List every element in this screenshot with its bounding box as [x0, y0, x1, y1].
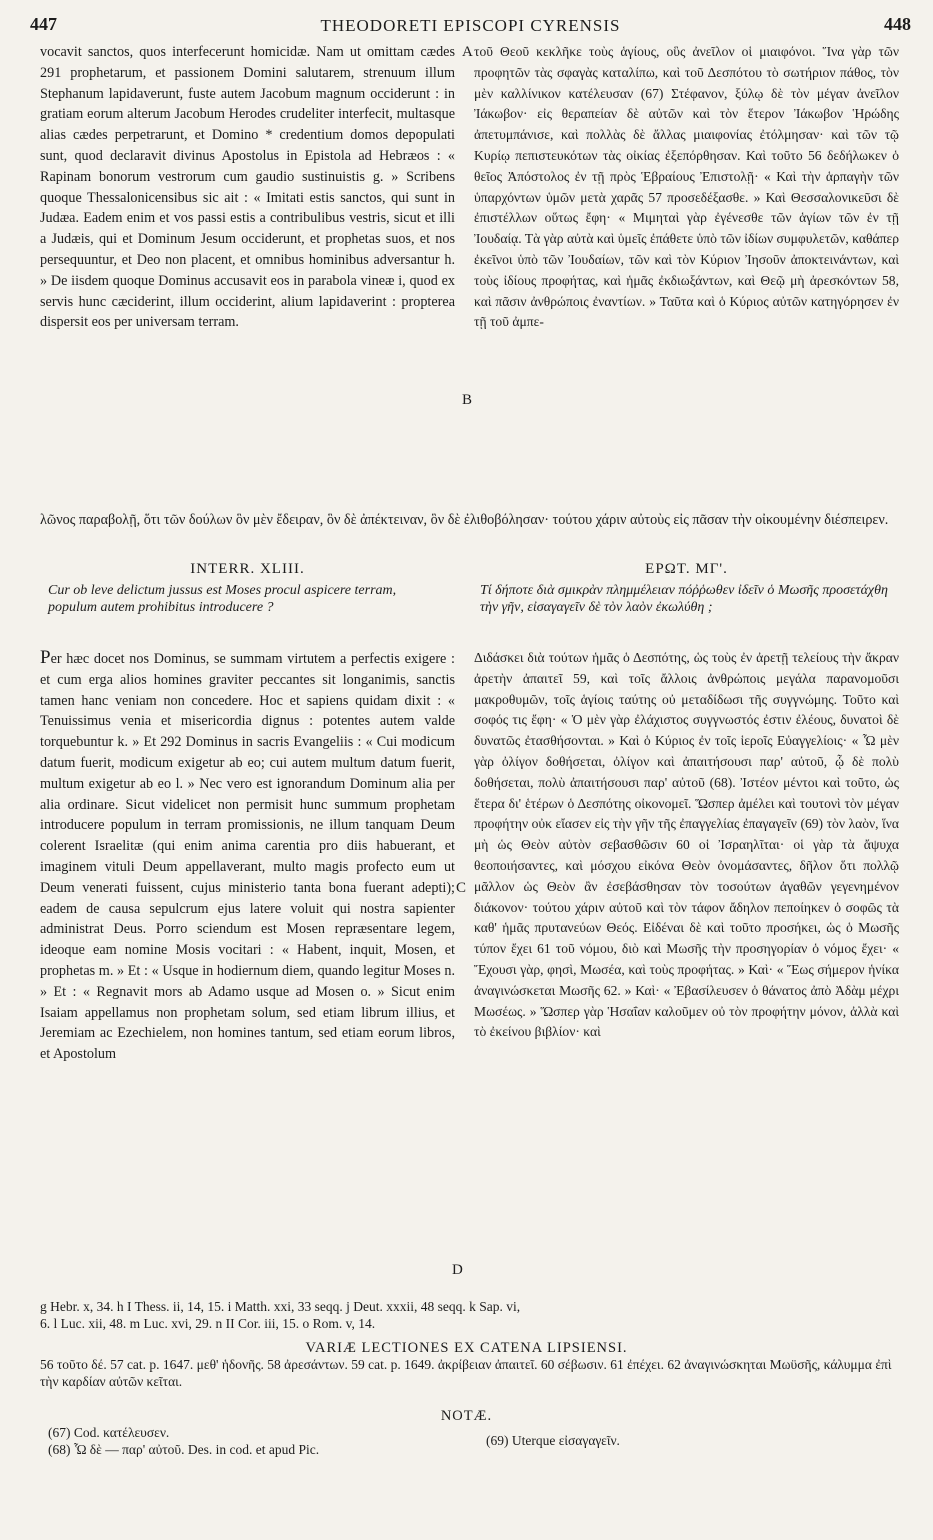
notae-heading: NOTÆ.: [440, 1408, 493, 1424]
latin-question: Cur ob leve delictum jussus est Moses procul aspicere terram, populum autem prohibitus introducere ?: [48, 583, 397, 615]
scripture-references: [40, 1298, 903, 1332]
greek-text-top: τοῦ Θεοῦ κεκλῆκε τοὺς ἁγίους, οὓς ἀνεῖλον οἱ μιαιφόνοι. Ἵνα γὰρ τῶν προφητῶν τὰς σφαγὰς καταλίπω, καὶ τοῦ Δεσπότου τὸ σωτήριον πάθος, τὸν μὲν καλλίνικον κατέλευσαν (67) Στέφανον, ξύλῳ δὲ τὸν μέγαν ἀνεῖλον Ἰάκωβον· εἰς θεραπείαν δὲ αὐτῶν καὶ τὸν ἕτερον Ἰάκωβον Ἡρώδης ἀπετυμπάνισε, καὶ πολλὰς δὲ ἄλλας μιαιφονίας ἐτόλμησαν· καὶ τῶν τῷ Κυρίῳ πεπιστευκότων τὰς οἰκίας ἐξεπόρθησαν. Καὶ τοῦτο 56 δεδήλωκεν ὁ θεῖος Ἀπόστολος ἐν τῇ πρὸς Ἑβραίους Ἐπιστολῇ· « Καὶ τὴν ἁρπαγὴν τῶν ὑπαρχόντων ὑμῶν μετὰ χαρᾶς 57 προσεδέξασθε. » Καὶ Θεσσαλονικεῦσι δὲ ἐπιστέλλων οὕτως ἔφη· « Μιμηταὶ γὰρ ἐγένεσθε τῶν ἁγίων τῶν ἐν τῇ Ἰουδαίᾳ. Τὰ γὰρ αὐτὰ καὶ ὑμεῖς ἐπάθετε ὑπὸ τῶν ἰδίων συμφυλετῶν, καθάπερ ἐκεῖνοι ὑπὸ τῶν Ἰουδαίων, τῶν καὶ τὸν Κύριον Ἰησοῦν ἀποκτεινάντων, καὶ τοὺς ἰδίους προφήτας, καὶ ἡμᾶς ἐκδιωξάντων, καὶ Θεῷ μὴ ἀρεσκόντων 58, καὶ πᾶσιν ἀνθρώποις ἐναντίων. » Ταῦτα καὶ ὁ Κύριος αὐτῶν κατηγόρησεν ἐν τῇ τοῦ ἀμπε-: [474, 44, 899, 330]
margin-letter-a: A: [462, 44, 473, 60]
greek-full-width-line: λῶνος παραβολῇ, ὅτι τῶν δούλων ὃν μὲν ἔδειραν, ὃν δὲ ἀπέκτειναν, ὃν δὲ ἐλιθοβόλησαν· τούτου χάριν αὐτοὺς εἰς πᾶσαν τὴν οἰκουμένην διέσπειρεν.: [40, 512, 889, 528]
page-number-right: 448: [884, 14, 911, 34]
variae-lectiones-heading: VARIÆ LECTIONES EX CATENA LIPSIENSI.: [305, 1340, 628, 1356]
latin-text-bottom: Per hæc docet nos Dominus, se summam virtutem a perfectis exigere : et cum erga alios homines graviter peccantes sit longanimis, sanctis tamen hanc veniam non concedere. Hoc et sapiens quidam dixit : « Tenuissimus venia et misericordia dignus : potentes autem valde torquebuntur k. » Et 292 Dominus in sacris Evangeliis : « Cui modicum datum fuerit, modicum exigetur ab eo; cui autem multum datum fuerit, multum exigetur ab eo l. » Nec vero est ignorandum Dominum alia per alia ordinare. Sicut videlicet non permisit hunc summum prophetam introducere populum in terram promissionis, ne illum tanquam Deum colerent Israelitæ (qui enim anima carentia pro diis habuerant, et imaginem vituli Deum appellaverant, multo magis profecto eum ut Deum venerati fuissent, cujus ministerio tanta bona fuerant adepti); eadem de causa sepulcrum ejus latere voluit qui nostra sapienter administrat Deus. Porro sciendum est Mosen repræsentare legem, ideoque eam nomine Mosis vocitari : « Habent, inquit, Mosen, et prophetas m. » Et : « Usque in hodiernum diem, quando legitur Moses n. » Et : « Regnavit mors ab Adamo usque ad Mosen o. » Sicut enim Isaiam appellamus non prophetam solum, sed etiam librum illius, et Jeremiam ac Ezechielem, non homines tantum, sed etiam eorum libros, et Apostolum: [40, 648, 455, 1063]
greek-question: Τί δήποτε διὰ σμικρὰν πλημμέλειαν πόῤῥωθεν ἰδεῖν ὁ Μωσῆς προσετάχθη τὴν γῆν, εἰσαγαγεῖν δὲ τὸν λαὸν ἐκωλύθη ;: [480, 583, 888, 615]
references-line-1: g Hebr. x, 34. h I Thess. ii, 14, 15. i Matth. xxi, 33 seqq. j Deut. xxxii, 48 seqq. k Sap. vi,: [40, 1299, 521, 1314]
variae-lectiones-text: 56 τοῦτο δέ. 57 cat. p. 1647. μεθ' ἡδονῆς. 58 ἀρεσάντων. 59 cat. p. 1649. ἀκρίβειαν ἀπαιτεῖ. 60 σέβωσιν. 61 ἐπέχει. 62 ἀναγινώσκηται Μωϋσῆς, κάλυμμα ἐπὶ τὴν καρδίαν αὐτῶν κεῖται.: [40, 1357, 892, 1389]
greek-column-bottom: [474, 648, 899, 1294]
running-title: THEODORETI EPISCOPI CYRENSIS: [320, 16, 621, 35]
note-69: (69) Uterque εἰσαγαγεῖν.: [486, 1433, 620, 1448]
page-number-left: 447: [30, 14, 57, 34]
latin-text-top: vocavit sanctos, quos interfecerunt homicidæ. Nam ut omittam cædes 291 prophetarum, et passionem Domini salutarem, strenuum illum Stephanum lapidaverunt, fuste autem Jacobum magnum occiderunt : in gratiam eorum alterum Jacobum Herodes crudeliter interfecit, multasque alias cædes perpetrarunt, et Domino * credentium domos depopulati sunt, quod declaravit divinus Apostolus in Epistola ad Hebræos : « Rapinam bonorum vestrorum cum gaudio sustinuistis g. » Scribens quoque Thessalonicensibus sic ait : « Imitati estis sanctos, qui sunt in Judæa. Eadem enim et vos passi estis a contribulibus vestris, sicut et illi a Judæis, qui et Dominum Jesum occiderunt, et prophetas suos, et nos persequuntur, et Deo non placent, et omnibus hominibus adversantur h. » De iisdem quoque Dominus accusavit eos in parabola vineæ i, quod ex servis hunc cæciderint, illum occiderint, alium lapidaverint : propterea dispersit eos per universam terram.: [40, 44, 455, 331]
note-68: (68) Ὧ δὲ — παρ' αὐτοῦ. Des. in cod. et apud Pic.: [48, 1442, 320, 1457]
notes-left: [48, 1424, 468, 1458]
interrogatio-heading: INTERR. XLIII.: [190, 561, 305, 577]
latin-column-bottom: [40, 648, 455, 1294]
greek-text-bottom: Διδάσκει διὰ τούτων ἡμᾶς ὁ Δεσπότης, ὡς τοὺς ἐν ἀρετῇ τελείους τὴν ἄκραν ἀρετὴν ἀπαιτεῖ 59, καὶ τοῖς ἄλλοις ἀνθρώποις μεγάλα παρανομοῦσι μακροθυμῶν, τοῖς ἁγίοις ταύτης οὐ μεταδίδωσι τῆς συγγνώμης. Τοῦτο καὶ σοφός τις ἔφη· « Ὁ μὲν γὰρ ἐλάχιστος συγγνωστός ἐστιν ἐλέους, δυνατοὶ δὲ δυνατῶς ἐτασθήσονται. » Καὶ ὁ Κύριος ἐν τοῖς ἱεροῖς Εὐαγγελίοις· « Ὧ μὲν γὰρ ὀλίγον δοθήσεται, ὀλίγον καὶ ἀπαιτήσουσι παρ' αὐτοῦ, ᾧ δὲ πολὺ δοθήσεται, πολὺ ἀπαιτήσουσι παρ' αὐτοῦ (68). Ἰστέον μέντοι καὶ τοῦτο, ὡς ἕτερα δι' ἑτέρων ὁ Δεσπότης οἰκονομεῖ. Ὥσπερ ἀμέλει καὶ τουτονὶ τὸν μέγαν προφήτην οὐκ εἴασεν εἰς τὴν γῆν τῆς ἐπαγγελίας ἐπαγαγεῖν (69) τὸν λαὸν, ἵνα μὴ ὡς Θεὸν αὐτὸν σεβασθῶσιν 60 οἱ Ἰσραηλῖται· οἱ γὰρ τὰ ἄψυχα θεοποιήσαντες, καὶ μόσχου εἰκόνα Θεὸν ὀνομάσαντες, δῆλον ὅτι πολλῷ μᾶλλον ὡς Θεὸν ἂν ἐσεβάσθησαν τὸν τοσούτων ἀγαθῶν γεγενημένον διάκονον· τούτου χάριν αὐτοῦ καὶ τὸν τάφον ἄδηλον πεποίηκεν ὁ σοφῶς τὰ καθ' ἡμᾶς πρυτανεύων Θεός. Εἰδέναι δὲ καὶ τοῦτο προσήκει, ὡς ὁ Μωσῆς τύπον ἔχει 61 τοῦ νόμου, διὸ καὶ Μωσῆς τὴν προσηγορίαν ὁ νόμος ἔχει· « Ἔχουσι γὰρ, φησὶ, Μωσέα, καὶ τοὺς προφήτας. » Καὶ· « Ἕως σήμερον ἡνίκα ἀναγινώσκεται Μωσῆς 62. » Καὶ· « Ἐβασίλευσεν ὁ θάνατος ἀπὸ Ἀδὰμ μέχρι Μωσέως. » Ὥσπερ γὰρ Ἡσαΐαν καλοῦμεν οὐ τὸν προφήτην μόνον, ἀλλὰ καὶ τὸ ἐκείνου βιβλίον· καὶ: [474, 650, 899, 1040]
margin-letter-b: B: [462, 392, 473, 408]
greek-column-top: [474, 42, 899, 508]
references-line-2: 6. l Luc. xii, 48. m Luc. xvi, 29. n II Cor. iii, 15. o Rom. v, 14.: [40, 1316, 376, 1331]
margin-letter-c: C: [456, 880, 467, 896]
margin-letter-d: D: [452, 1262, 463, 1278]
latin-column-top: [40, 42, 455, 508]
note-67: (67) Cod. κατέλευσεν.: [48, 1425, 170, 1440]
erotesis-heading: ΕΡΩΤ. ΜΓ'.: [645, 561, 728, 577]
page-header: [30, 14, 911, 44]
